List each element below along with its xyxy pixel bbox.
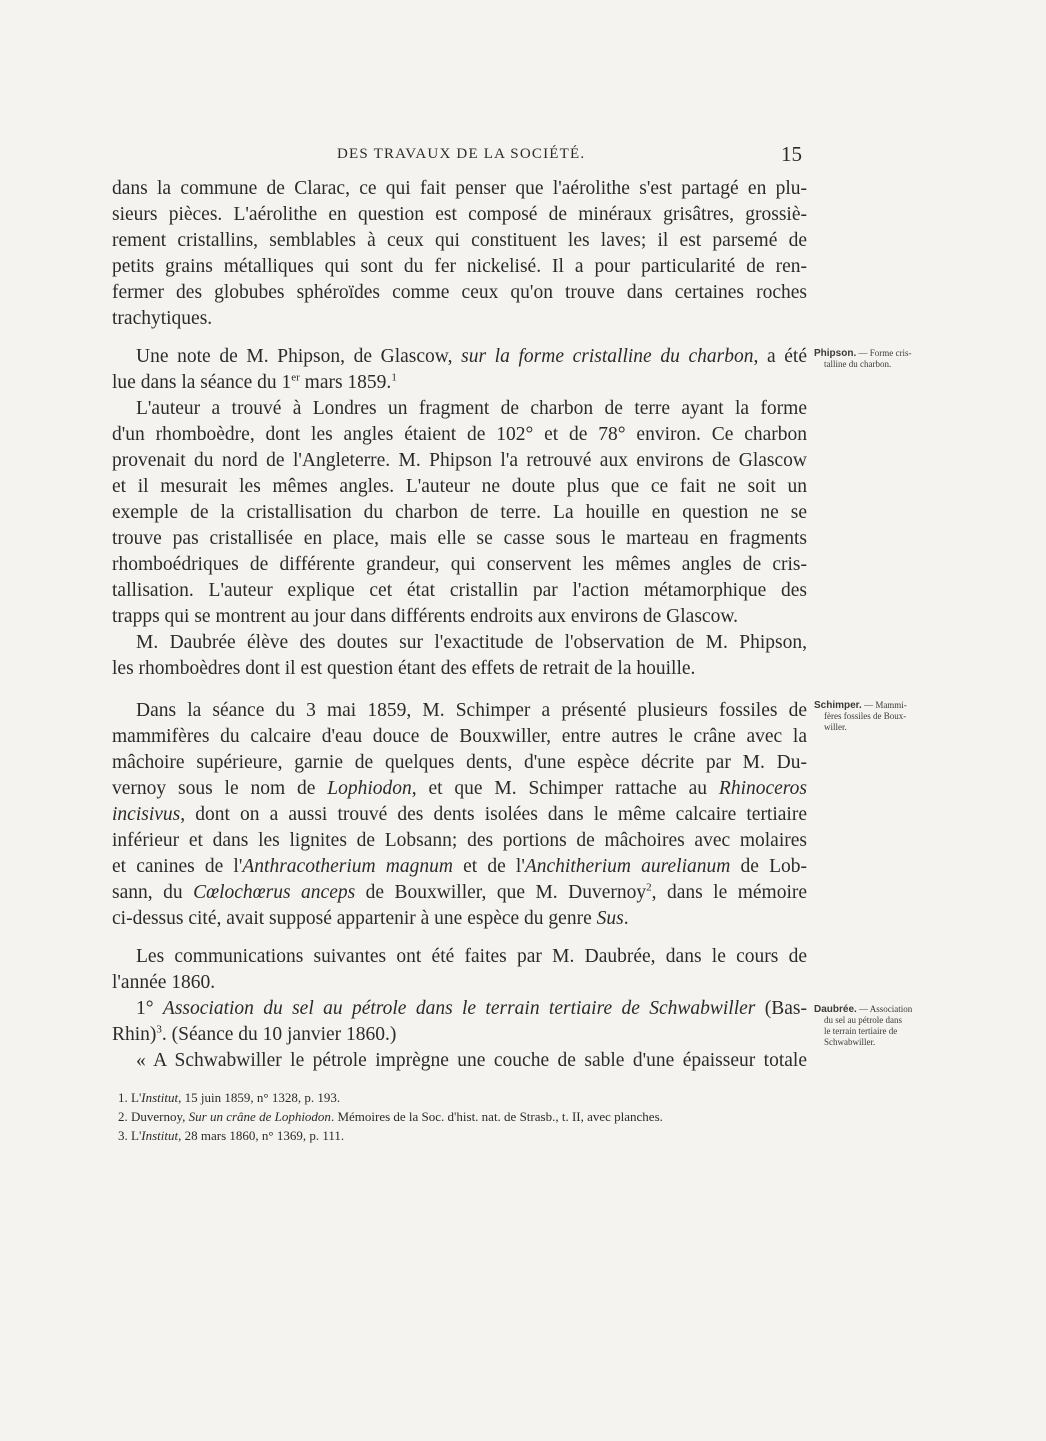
margin-note-line	[814, 722, 934, 733]
margin-note-line	[814, 359, 934, 370]
text-run: 3. L'	[118, 1128, 142, 1143]
superscript: 1	[391, 371, 397, 384]
text-line	[112, 422, 807, 448]
margin-note-line	[814, 1037, 934, 1048]
text-line	[112, 228, 807, 254]
text-line	[112, 906, 807, 932]
paragraph	[112, 176, 807, 332]
text-run: Les communications suivantes ont été faites par M. Daubrée, dans le cours de	[136, 946, 807, 967]
text-run: , 28 mars 1860, n° 1369, p. 111.	[178, 1128, 345, 1143]
text-run: trouve pas cristallisée en place, mais elle se casse sous le marteau en fragments	[112, 528, 807, 549]
text-run: , dans le mémoire	[651, 882, 808, 903]
italic-text: Sur un crâne de Lophiodon	[188, 1109, 331, 1124]
text-line	[112, 630, 807, 656]
italic-text: Rhinoceros	[718, 778, 807, 799]
text-run: vernoy sous le nom de	[112, 778, 328, 799]
text-run: mars 1859.	[299, 372, 392, 393]
text-line	[112, 500, 807, 526]
margin-note-line	[814, 711, 934, 722]
text-run: M. Daubrée élève des doutes sur l'exactitude de l'observation de M. Phipson,	[136, 632, 807, 653]
italic-text: incisivus	[112, 804, 181, 825]
italic-text: Association du sel au pétrole dans le terrain tertiaire de Schwabwiller	[162, 998, 756, 1019]
text-run: 2. Duvernoy,	[118, 1109, 189, 1124]
italic-text: Anthracotherium magnum	[242, 856, 453, 877]
paragraph	[112, 344, 807, 682]
paragraph	[112, 698, 807, 932]
text-run: « A Schwabwiller le pétrole imprègne une couche de sable d'une épaisseur totale	[136, 1050, 807, 1071]
text-run: de Lob-	[730, 856, 807, 877]
text-line	[112, 854, 807, 880]
margin-note-text: le terrain tertiaire de	[824, 1026, 898, 1036]
text-line	[112, 1048, 807, 1074]
margin-note-line	[814, 348, 934, 359]
running-title: DES TRAVAUX DE LA SOCIÉTÉ.	[337, 146, 586, 162]
text-run: L'auteur a trouvé à Londres un fragment de charbon de terre ayant la forme	[136, 398, 807, 419]
text-line	[112, 750, 807, 776]
text-run: lue dans la séance du 1	[112, 372, 292, 393]
italic-text: Anchitherium aurelianum	[524, 856, 731, 877]
text-line	[112, 828, 807, 854]
text-run: Rhin)	[112, 1024, 157, 1045]
margin-note-name: Daubrée.	[814, 1004, 857, 1015]
margin-note	[814, 348, 934, 370]
italic-text: Institut	[141, 1128, 179, 1143]
text-run: provenait du nord de l'Angleterre. M. Phipson l'a retrouvé aux environs de Glascow	[112, 450, 807, 471]
margin-note-text: Schwabwiller.	[824, 1037, 876, 1047]
text-line	[112, 202, 807, 228]
text-line	[112, 578, 807, 604]
text-line	[112, 526, 807, 552]
text-line	[112, 656, 807, 682]
text-line	[112, 344, 807, 370]
text-line	[112, 552, 807, 578]
page-number: 15	[781, 142, 802, 166]
text-run: petits grains métalliques qui sont du fer nickelisé. Il a pour particularité de ren-	[112, 256, 807, 277]
italic-text: sur la forme cristalline du charbon	[461, 346, 754, 367]
footnotes	[118, 1088, 808, 1145]
text-run: l'année 1860.	[112, 972, 216, 993]
text-run: les rhomboèdres dont il est question étant des effets de retrait de la houille.	[112, 658, 696, 679]
text-run: sann, du	[112, 882, 194, 903]
text-line	[112, 880, 807, 906]
text-run: , et que M. Schimper rattache au	[411, 778, 719, 799]
running-header	[112, 142, 802, 168]
text-line	[112, 1022, 807, 1048]
text-run: , dont on a aussi trouvé des dents isolées dans le même calcaire tertiaire	[180, 804, 807, 825]
text-line	[112, 306, 807, 332]
text-run: 1°	[136, 998, 163, 1019]
text-line	[112, 370, 807, 396]
text-run: inférieur et dans les lignites de Lobsann; des portions de mâchoires avec molaires	[112, 830, 807, 851]
margin-note-line	[814, 1004, 934, 1015]
text-line	[112, 802, 807, 828]
text-run: rement cristallins, semblables à ceux qui constituent les laves; il est parsemé de	[112, 230, 807, 251]
text-line	[112, 996, 807, 1022]
superscript: er	[291, 371, 300, 384]
text-run: et de l'	[452, 856, 525, 877]
text-line	[112, 970, 807, 996]
margin-note-name: Schimper.	[814, 700, 862, 711]
footnote	[118, 1088, 808, 1107]
text-line	[112, 724, 807, 750]
text-line	[112, 396, 807, 422]
margin-note-name: Phipson.	[814, 348, 857, 359]
text-line	[112, 776, 807, 802]
text-run: de Bouxwiller, que M. Duvernoy	[355, 882, 647, 903]
italic-text: Institut	[141, 1090, 179, 1105]
text-run: dans la commune de Clarac, ce qui fait penser que l'aérolithe s'est partagé en plu-	[112, 178, 807, 199]
margin-note	[814, 1004, 934, 1048]
italic-text: Sus	[596, 908, 624, 929]
margin-note-line	[814, 700, 934, 711]
italic-text: Lophiodon	[327, 778, 412, 799]
text-run: mâchoire supérieure, garnie de quelques dents, d'une espèce décrite par M. Du-	[112, 752, 807, 773]
margin-note-text: talline du charbon.	[824, 359, 892, 369]
margin-note-text: willer.	[824, 722, 847, 732]
margin-note-text: du sel au pétrole dans	[824, 1015, 902, 1025]
text-run: Une note de M. Phipson, de Glascow,	[136, 346, 462, 367]
text-run: .	[623, 908, 629, 929]
margin-note-text: — Association	[856, 1004, 913, 1014]
text-run: 1. L'	[118, 1090, 142, 1105]
footnote	[118, 1126, 808, 1145]
text-run: . (Séance du 10 janvier 1860.)	[161, 1024, 397, 1045]
text-line	[112, 448, 807, 474]
text-line	[112, 254, 807, 280]
footnote	[118, 1107, 808, 1126]
margin-note-text: — Forme cris-	[856, 348, 912, 358]
text-run: , 15 juin 1859, n° 1328, p. 193.	[178, 1090, 341, 1105]
text-run: sieurs pièces. L'aérolithe en question est composé de minéraux grisâtres, grossiè-	[112, 204, 807, 225]
text-line	[112, 604, 807, 630]
text-run: et il mesurait les mêmes angles. L'auteur ne doute plus que ce fait ne soit un	[112, 476, 807, 497]
text-run: trapps qui se montrent au jour dans différents endroits aux environs de Glascow.	[112, 606, 739, 627]
margin-note-line	[814, 1015, 934, 1026]
text-run: trachytiques.	[112, 308, 213, 329]
text-run: exemple de la cristallisation du charbon de terre. La houille en question ne se	[112, 502, 807, 523]
italic-text: Cœlochœrus anceps	[193, 882, 356, 903]
superscript: 3	[156, 1023, 162, 1036]
text-run: ci-dessus cité, avait supposé appartenir à une espèce du genre	[112, 908, 597, 929]
text-run: (Bas-	[755, 998, 807, 1019]
margin-note-text: — Mammi-	[861, 700, 907, 710]
text-run: mammifères du calcaire d'eau douce de Bouxwiller, entre autres le crâne avec la	[112, 726, 807, 747]
text-run: Dans la séance du 3 mai 1859, M. Schimper a présenté plusieurs fossiles de	[136, 700, 807, 721]
text-run: tallisation. L'auteur explique cet état cristallin par l'action métamorphique des	[112, 580, 807, 601]
text-run: rhomboédriques de différente grandeur, qui conservent les mêmes angles de cris-	[112, 554, 807, 575]
text-line	[112, 474, 807, 500]
text-run: , a été	[753, 346, 807, 367]
text-run: et canines de l'	[112, 856, 243, 877]
margin-note-text: fères fossiles de Boux-	[824, 711, 907, 721]
text-run: fermer des globubes sphéroïdes comme ceux qu'on trouve dans certaines roches	[112, 282, 807, 303]
margin-note	[814, 700, 934, 733]
text-line	[112, 698, 807, 724]
paragraph	[112, 944, 807, 1074]
text-line	[112, 280, 807, 306]
superscript: 2	[646, 881, 652, 894]
text-run: d'un rhomboèdre, dont les angles étaient de 102° et de 78° environ. Ce charbon	[112, 424, 807, 445]
text-run: . Mémoires de la Soc. d'hist. nat. de Strasb., t. II, avec planches.	[330, 1109, 663, 1124]
text-line	[112, 176, 807, 202]
margin-note-line	[814, 1026, 934, 1037]
text-line	[112, 944, 807, 970]
